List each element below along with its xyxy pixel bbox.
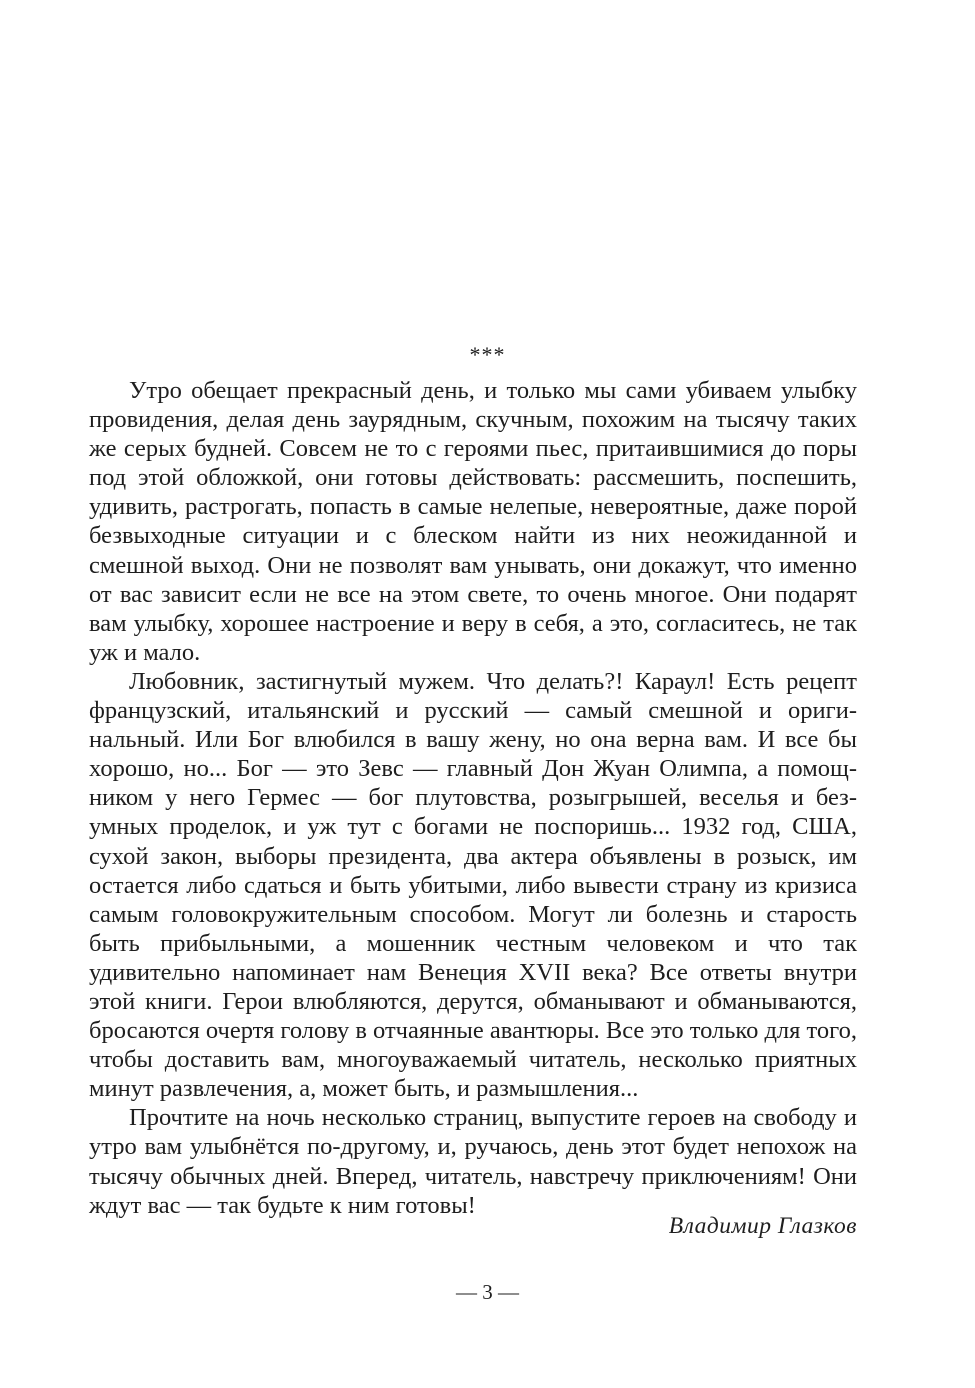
- paragraph-2: Любовник, застигнутый мужем. Что делать?! Караул! Есть рецепт французский, итальянский и русский — самый смешной и оригинальный. Или Бог влюбился в вашу жену, но она верна вам. И все бы хорошо, но... Бог — это Зевс — главный Дон Жуан Олимпа, а помощником у него Гермес — бог плутовства, розыгрышей, веселья и безумных проделок, и уж тут с богами не поспоришь... 1932 год, США, сухой закон, выборы президента, два актера объявлены в розыск, им остается либо сдаться и быть убитыми, либо вывести страну из кризиса самым головокружительным способом. Могут ли болезнь и старость быть прибыльными, а мошенник честным человеком и что так удивительно напоминает нам Венеция XVII века? Все ответы внутри этой книги. Герои влюбляются, дерутся, обманывают и обманываются, бросаются очертя голову в отчаянные авантюры. Все это только для того, чтобы доставить вам, многоуважаемый читатель, несколько приятных минут развлечения, а, может быть, и размышления...: [89, 667, 857, 1103]
- author-signature: Владимир Глазков: [668, 1213, 857, 1239]
- page-number: — 3 —: [456, 1280, 519, 1304]
- body-text: [89, 376, 857, 1220]
- section-separator: ***: [469, 342, 506, 367]
- paragraph-3: Прочтите на ночь несколько страниц, выпустите героев на свободу и утро вам улыбнётся по-другому, и, ручаюсь, день этот будет непохож на тысячу обычных дней. Вперед, читатель, навстречу приключениям! Они ждут вас — так будьте к ним готовы!: [89, 1104, 857, 1219]
- paragraph-1: Утро обещает прекрасный день, и только мы сами убиваем улыбку провидения, делая день заурядным, скучным, похожим на тысячу таких же серых будней. Совсем не то с героями пьес, притаившимися до поры под этой обложкой, они готовы действовать: рассмешить, поспешить, удивить, растрогать, попасть в самые нелепые, невероятные, даже порой безвыходные ситуации и с блеском найти из них неожиданной и смешной выход. Они не позволят вам унывать, они докажут, что именно от вас зависит если не все на этом свете, то очень многое. Они подарят вам улыбку, хорошее настроение и веру в себя, а это, согласитесь, не так уж и мало.: [89, 377, 857, 666]
